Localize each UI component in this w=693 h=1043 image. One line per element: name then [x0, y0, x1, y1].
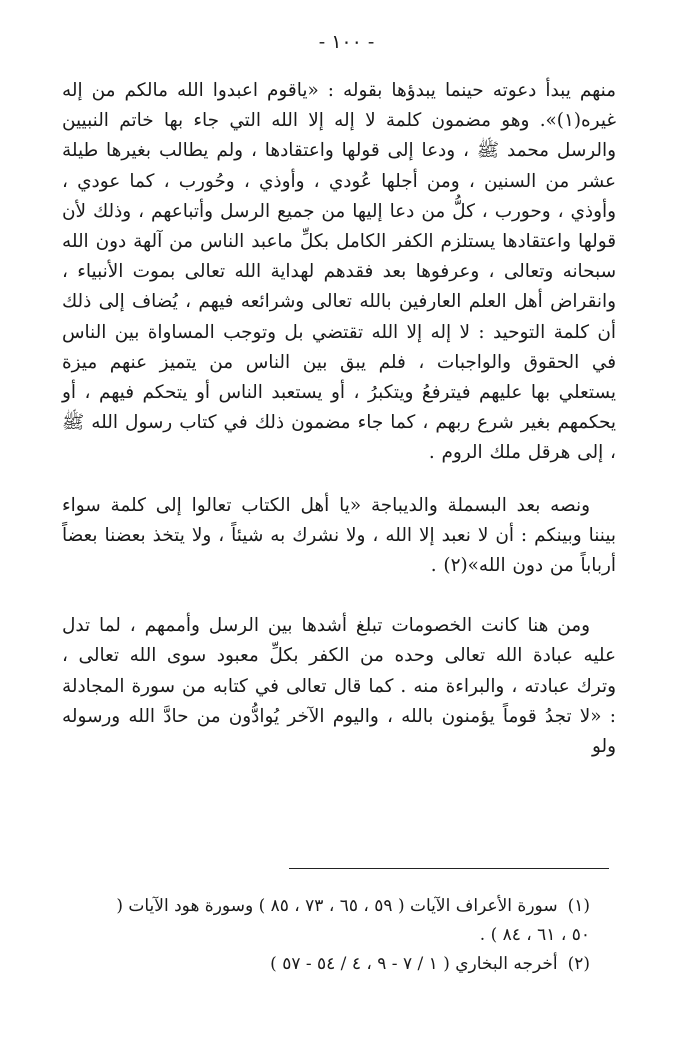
- footnotes: [110, 892, 590, 979]
- footnote-1-text: سورة الأعراف الآيات ( ٥٩ ، ٦٥ ، ٧٣ ، ٨٥ ) وسورة هود الآيات ( ٥٠ ، ٦١ ، ٨٤ ) .: [116, 896, 590, 945]
- footnote-2: [110, 950, 590, 979]
- footnote-1: [110, 892, 590, 950]
- main-text: [62, 76, 616, 762]
- paragraph-3: ومن هنا كانت الخصومات تبلغ أشدها بين الرسل وأممهم ، لما تدل عليه عبادة الله تعالى وحده من الكفر بكلِّ معبود سوى الله تعالى ، وترك عبادته ، والبراءة منه . كما قال تعالى في كتابه من سورة المجادلة : «لا تجدُ قوماً يؤمنون بالله ، واليوم الآخر يُوادُّون من حادَّ الله ورسوله ولو: [62, 615, 616, 758]
- paragraph-1: منهم يبدأ دعوته حينما يبدؤها بقوله : «ياقوم اعبدوا الله مالكم من إله غيره(١)». وهو مضمون كلمة لا إله إلا الله التي جاء بها خاتم النبيين والرسل محمد ﷺ ، ودعا إلى قولها واعتقادها ، ولم يطالب بغيرها طيلة عشر من السنين ، ومن أجلها عُودي ، وأوذي ، وحُورب ، كما عودي ، وأوذي ، وحورب ، كلُّ من دعا إليها من جميع الرسل وأتباعهم ، وذلك لأن قولها واعتقادها يستلزم الكفر الكامل بكلِّ ماعبد الناس من آلهة دون الله سبحانه وتعالى ، وعرفوها بعد فقدهم لهداية الله تعالى بموت الأنبياء ، وانقراض أهل العلم العارفين بالله تعالى وشرائعه فيهم ، يُضاف إلى ذلك أن كلمة التوحيد : لا إله إلا الله تقتضي بل وتوجب المساواة بين الناس في الحقوق والواجبات ، فلم يبق بين الناس من يتميز عنهم ميزة يستعلي بها عليهم فيترفعُ ويتكبرُ ، أو يستعبد الناس أو يتحكم فيهم ، أو يحكمهم بغير شرع ربهم ، كما جاء مضمون ذلك في كتاب رسول الله ﷺ ، إلى هرقل ملك الروم .: [62, 80, 616, 464]
- footnote-2-number: (٢): [567, 954, 590, 974]
- paragraph-2: ونصه بعد البسملة والديباجة «يا أهل الكتاب تعالوا إلى كلمة سواء بيننا وبينكم : أن لا نعبد إلا الله ، ولا نشرك به شيئاً ، ولا يتخذ بعضنا بعضاً أرباباً من دون الله»(٢) .: [62, 494, 616, 577]
- footnote-1-number: (١): [567, 896, 590, 916]
- footnote-2-text: أخرجه البخاري ( ١ / ٧ - ٩ ، ٤ / ٥٤ - ٥٧ ): [270, 954, 558, 974]
- page-number: - ١٠٠ -: [318, 31, 375, 53]
- footnote-divider: [289, 868, 609, 869]
